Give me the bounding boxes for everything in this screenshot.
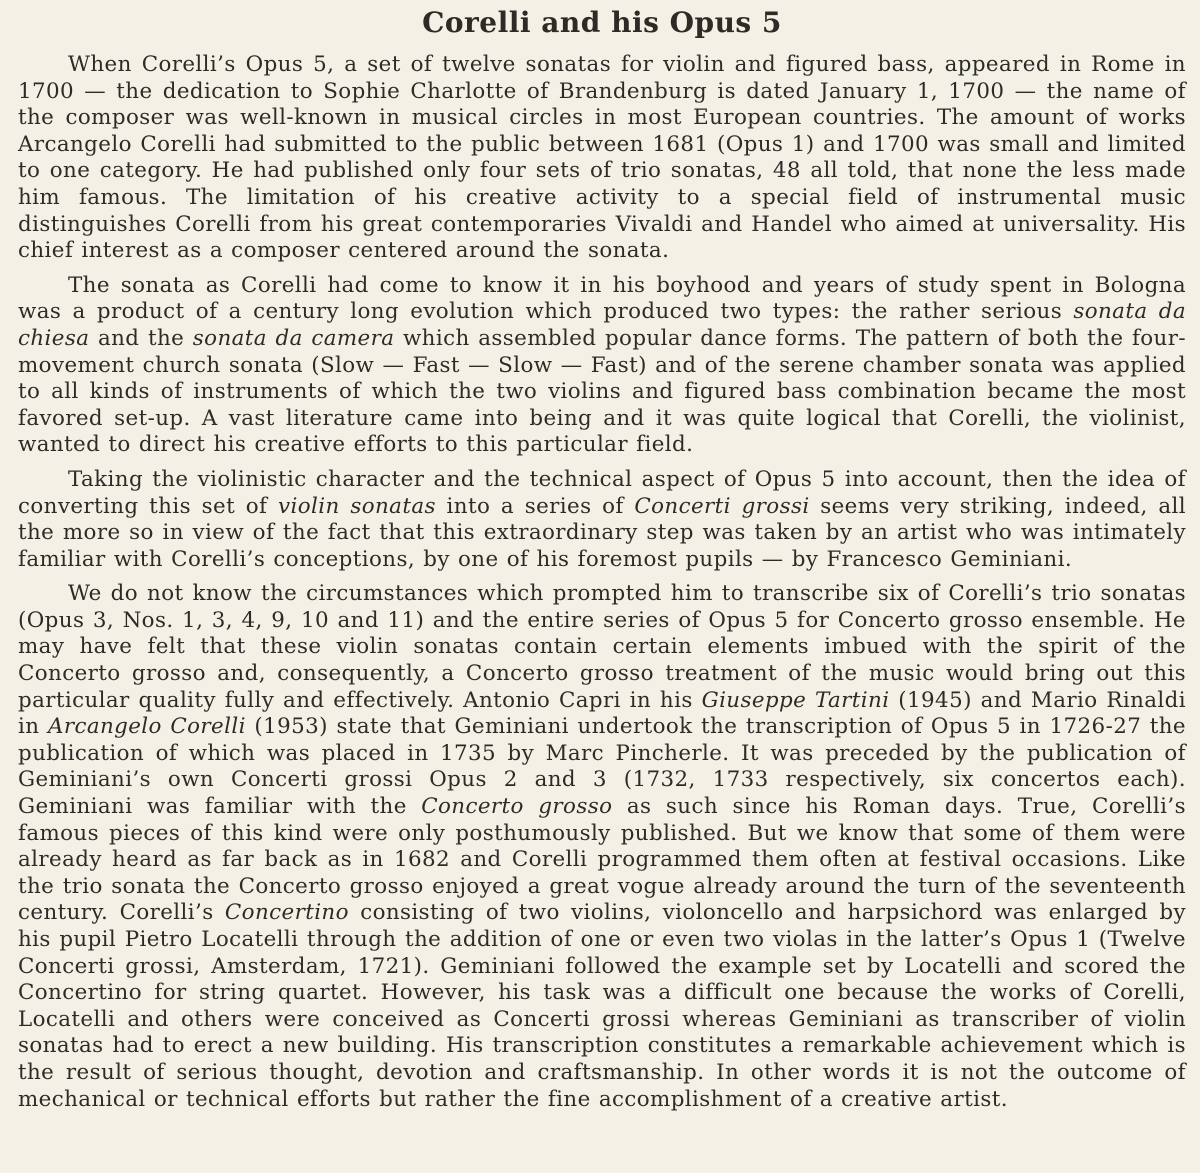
page-title: Corelli and his Opus 5 xyxy=(422,6,782,39)
text-run-p4-9: consisting of two violins, violoncello and harpsichord was enlarged by his pupil Pietro Locatelli through the addition of one or even two violas in the latter’s Opus 1 (Twelve Concerti grossi, Amsterdam, 1721). Geminiani followed the example set by Locatelli and scored the Concertino for string quartet. However, his task was a difficult one because the works of Corelli, Locatelli and others were conceived as Concerti grossi whereas Geminiani as transcriber of violin sonatas had to erect a new building. His transcription constitutes a remarkable achievement which is the result of serious thought, devotion and craftsmanship. In other words it is not the outcome of mechanical or technical efforts but rather the fine accomplishment of a creative artist. xyxy=(18,900,1186,1112)
text-run-p4-7: as such since his Roman days. True, Corelli’s famous pieces of this kind were only posthumously published. But we know that some of them were already heard as far back as in 1682 and Corelli programmed them often at festival occasions. Like the trio sonata the Concerto grosso enjoyed a great vogue already around the turn of the seventeenth century. Corelli’s xyxy=(18,794,1186,926)
italic-text-p4-2: Giuseppe Tartini xyxy=(701,687,890,713)
paragraph-4 xyxy=(18,581,1186,1113)
italic-text-p2-4: sonata da camera xyxy=(192,325,395,351)
italic-text-p4-6: Concerto grosso xyxy=(421,794,613,820)
text-run-p1-1: When Corelli’s Opus 5, a set of twelve sonatas for violin and figured bass, appeared in Rome in 1700 — the dedication to Sophie Charlotte of Brandenburg is dated January 1, 1700 — the name of the composer was well-known in musical circles in most European countries. The amount of works Arcangelo Corelli had submitted to the public between 1681 (Opus 1) and 1700 was small and limited to one category. He had published only four sets of trio sonatas, 48 all told, that none the less made him famous. The limitation of his creative activity to a special field of instrumental music distinguishes Corelli from his great contemporaries Vivaldi and Handel who aimed at universality. His chief interest as a composer centered around the sonata. xyxy=(18,52,1186,264)
text-run-p3-1: Taking the violinistic character and the technical aspect of Opus 5 into account, then the idea of converting this set of xyxy=(18,466,1186,519)
text-run-p3-5: seems very striking, indeed, all the more so in view of the fact that this extraordinary step was taken by an artist who was intimately familiar with Corelli’s conceptions, by one of his foremost pupils — by Francesco Geminiani. xyxy=(18,493,1186,572)
text-run-p4-5: (1953) state that Geminiani undertook the transcription of Opus 5 in 1726-27 the publication of which was placed in 1735 by Marc Pincherle. It was preceded by the publication of Geminiani’s own Concerti grossi Opus 2 and 3 (1732, 1733 respectively, six concertos each). Geminiani was familiar with the xyxy=(18,714,1186,820)
text-run-p4-3: (1945) and Mario Rinaldi in xyxy=(18,687,1187,740)
italic-text-p3-4: Concerti grossi xyxy=(634,493,810,519)
text-run-p2-1: The sonata as Corelli had come to know it in his boyhood and years of study spent in Bologna was a product of a century long evolution which produced two types: the rather serious xyxy=(18,272,1186,325)
paragraph-3 xyxy=(18,467,1186,573)
paragraph-1 xyxy=(18,52,1186,265)
italic-text-p4-4: Arcangelo Corelli xyxy=(47,714,246,740)
paragraph-2 xyxy=(18,273,1186,459)
text-run-p2-3: and the xyxy=(89,325,193,351)
italic-text-p3-2: violin sonatas xyxy=(278,493,436,519)
text-run-p2-5: which assembled popular dance forms. The pattern of both the four-movement church sonata (Slow — Fast — Slow — Fast) and of the serene chamber sonata was applied to all kinds of instruments of which the two violins and figured bass combination became the most favored set-up. A vast literature came into being and it was quite logical that Corelli, the violinist, wanted to direct his creative efforts to this particular field. xyxy=(18,325,1186,458)
text-run-p3-3: into a series of xyxy=(435,493,635,519)
italic-text-p2-2: sonata da chiesa xyxy=(18,299,1186,351)
italic-text-p4-8: Concertino xyxy=(224,900,349,926)
text-run-p4-1: We do not know the circumstances which prompted him to transcribe six of Corelli’s trio sonatas (Opus 3, Nos. 1, 3, 4, 9, 10 and 11) and the entire series of Opus 5 for Concerto grosso ensemble. He may have felt that these violin sonatas contain certain elements imbued with the spirit of the Concerto grosso and, consequently, a Concerto grosso treatment of the music would bring out this particular quality fully and effectively. Antonio Capri in his xyxy=(18,581,1186,713)
